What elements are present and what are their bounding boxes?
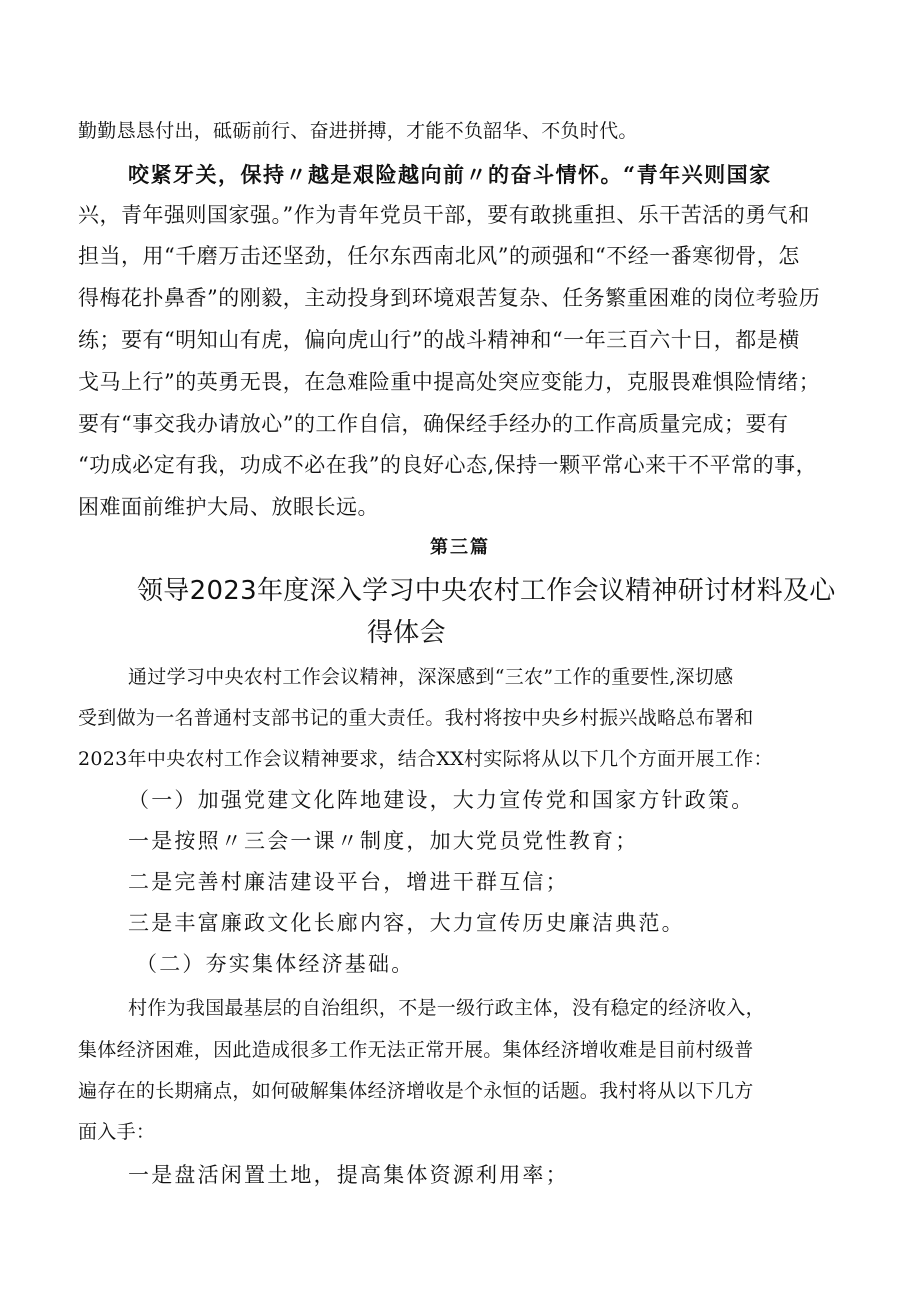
paragraph-line: 练；要有“明知山有虎，偏向虎山行”的战斗精神和“一年三百六十日，都是横 [78,328,800,352]
section-heading: （二）夯实集体经济基础。 [136,952,415,976]
list-item: 三是丰富廉政文化长廊内容，大力宣传历史廉洁典范。 [128,911,685,935]
paragraph-line: 要有“事交我办请放心”的工作自信，确保经手经办的工作高质量完成；要有 [78,412,789,436]
paragraph-line: “功成必定有我，功成不必在我”的良好心态,保持一颗平常心来干不平常的事， [78,453,818,477]
paragraph-line: 面入手： [78,1121,156,1143]
paragraph-line: 戈马上行”的英勇无畏，在急难险重中提高处突应变能力，克服畏难惧险情绪； [78,370,821,394]
document-title: 得体会 [367,618,446,648]
paragraph-line: 集体经济困难，因此造成很多工作无法正常开展。集体经济增收难是目前村级普 [78,1039,754,1061]
paragraph-line: 担当，用“千磨万击还坚劲，任尔东西南北风”的顽强和“不经一番寒彻骨，怎 [78,244,800,268]
paragraph-line: 勤勤恳恳付出，砥砺前行、奋进拼搏，才能不负韶华、不负时代。 [78,120,638,142]
list-item: 一是盘活闲置土地，提高集体资源利用率； [128,1163,569,1187]
paragraph-line: 困难面前维护大局、放眼长远。 [78,495,379,519]
paragraph-line: 得梅花扑鼻香”的刚毅，主动投身到环境艰苦复杂、任务繁重困难的岗位考验历 [78,286,821,310]
paragraph-line: 2023年中央农村工作会议精神要求，结合XX村实际将从以下几个方面开展工作： [78,748,773,770]
paragraph-line: 遍存在的长期痛点，如何破解集体经济增收是个永恒的话题。我村将从以下几方 [78,1080,754,1102]
paragraph-line: 村作为我国最基层的自治组织，不是一级行政主体，没有稳定的经济收入， [128,997,765,1019]
document-title: 领导2023年度深入学习中央农村工作会议精神研讨材料及心 [137,576,836,606]
section-label: 第三篇 [430,537,490,558]
paragraph-line: 受到做为一名普通村支部书记的重大责任。我村将按中央乡村振兴战略总布署和 [78,707,754,729]
list-item: 一是按照〃三会一课〃制度，加大党员党性教育； [128,829,639,853]
list-item: 二是完善村廉洁建设平台，增进干群互信； [128,870,569,894]
section-heading: （一）加强党建文化阵地建设，大力宣传党和国家方针政策。 [128,788,755,812]
paragraph-line: 通过学习中央农村工作会议精神，深深感到“三农”工作的重要性,深切感 [128,666,734,688]
paragraph-line: 咬紧牙关，保持〃越是艰险越向前〃的奋斗情怀。“青年兴则国家 [128,162,772,187]
paragraph-line: 兴，青年强则国家强。”作为青年党员干部，要有敢挑重担、乐干苦活的勇气和 [78,203,810,227]
